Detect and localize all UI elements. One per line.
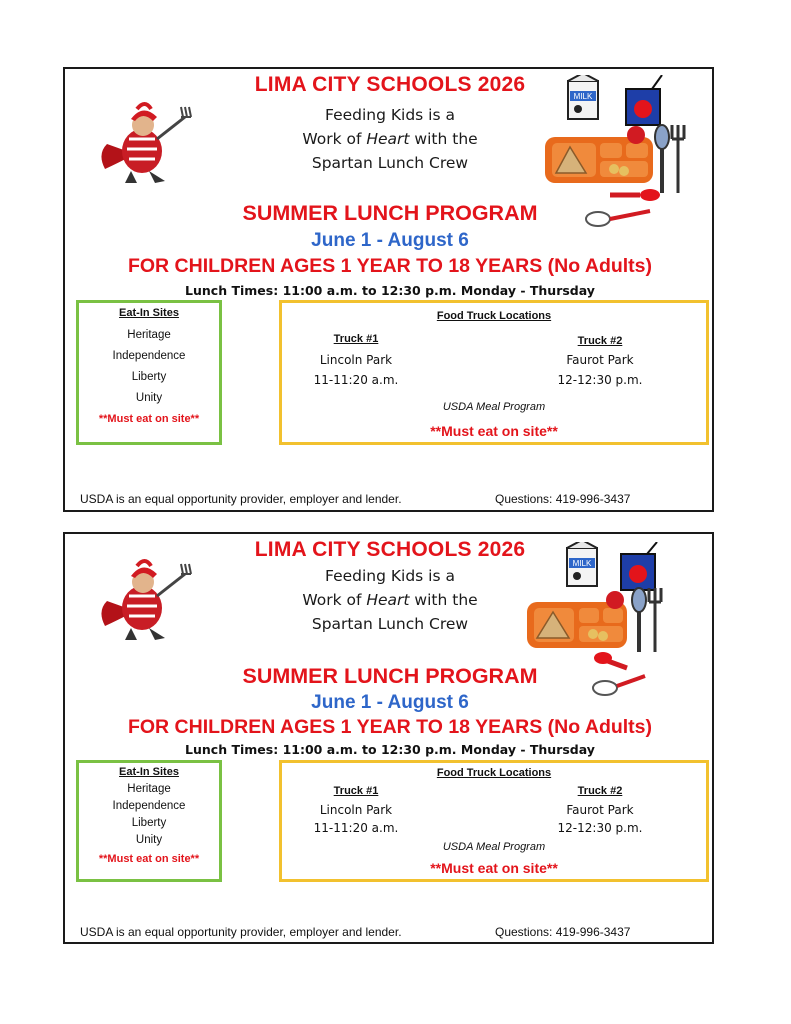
truck-1-time: 11-11:20 a.m.: [313, 373, 399, 387]
eat-in-note: **Must eat on site**: [98, 413, 200, 425]
truck-1-location: Lincoln Park: [319, 803, 393, 817]
tagline-line-1: Feeding Kids is a: [325, 567, 455, 585]
tagline-line-2: [245, 127, 535, 151]
tagline-line-2: [245, 588, 535, 612]
program-title: SUMMER LUNCH PROGRAM: [242, 201, 538, 225]
food-truck-heading: Food Truck Locations: [436, 310, 552, 322]
tagline-line-2-post: with the: [409, 591, 478, 609]
truck-1-name: Truck #1: [333, 333, 379, 345]
eat-in-sites-box: [76, 760, 222, 882]
tagline-line-2-pre: Work of: [302, 130, 367, 148]
tagline-line-3: Spartan Lunch Crew: [311, 615, 469, 633]
truck-1-name: Truck #1: [333, 785, 379, 797]
tagline-line-2-post: with the: [409, 130, 478, 148]
tagline-line-2-pre: Work of: [302, 591, 367, 609]
age-eligibility: FOR CHILDREN AGES 1 YEAR TO 18 YEARS (No Adults): [127, 255, 653, 277]
lunch-times: Lunch Times: 11:00 a.m. to 12:30 p.m. Monday - Thursday: [185, 283, 595, 298]
eat-in-heading: Eat-In Sites: [119, 766, 179, 778]
eat-in-site: Liberty: [131, 817, 167, 829]
food-truck-box: [279, 300, 709, 445]
food-truck-note: **Must eat on site**: [430, 423, 558, 439]
usda-meal-program: USDA Meal Program: [442, 401, 546, 413]
program-dates: June 1 - August 6: [311, 230, 469, 251]
tagline-line-1: Feeding Kids is a: [325, 106, 455, 124]
truck-2-time: 12-12:30 p.m.: [557, 821, 643, 835]
milk-carton-label: MILK: [572, 559, 592, 568]
truck-2-name: Truck #2: [577, 785, 623, 797]
eat-in-site: Unity: [135, 834, 163, 846]
eat-in-site: Independence: [112, 350, 186, 362]
questions-phone: Questions: 419-996-3437: [495, 925, 631, 939]
truck-1-location: Lincoln Park: [319, 353, 393, 367]
milk-carton-label: MILK: [573, 92, 593, 101]
truck-2-name: Truck #2: [577, 335, 623, 347]
tagline: [245, 103, 535, 175]
eat-in-site: Liberty: [131, 371, 167, 383]
questions-phone: Questions: 419-996-3437: [495, 492, 631, 506]
food-truck-heading: Food Truck Locations: [436, 767, 552, 779]
lunch-times: Lunch Times: 11:00 a.m. to 12:30 p.m. Monday - Thursday: [185, 742, 595, 757]
equal-opportunity-statement: USDA is an equal opportunity provider, employer and lender.: [80, 492, 402, 506]
truck-2-location: Faurot Park: [566, 353, 634, 367]
equal-opportunity-statement: USDA is an equal opportunity provider, employer and lender.: [80, 925, 402, 939]
spartan-mascot-icon: [87, 556, 197, 646]
program-title: SUMMER LUNCH PROGRAM: [242, 664, 538, 688]
flyer-bottom: [63, 532, 714, 944]
truck-2-time: 12-12:30 p.m.: [557, 373, 643, 387]
age-eligibility: FOR CHILDREN AGES 1 YEAR TO 18 YEARS (No Adults): [127, 716, 653, 738]
truck-1: [286, 785, 426, 835]
eat-in-note: **Must eat on site**: [98, 853, 200, 865]
program-dates: June 1 - August 6: [311, 692, 469, 713]
eat-in-site: Independence: [112, 800, 186, 812]
eat-in-heading: Eat-In Sites: [119, 307, 179, 319]
flyer-top: [63, 67, 714, 512]
tagline: [245, 564, 535, 636]
truck-2: [530, 335, 670, 387]
truck-1: [286, 333, 426, 387]
flyer-title: LIMA CITY SCHOOLS 2026: [254, 73, 526, 96]
eat-in-site: Unity: [135, 392, 163, 404]
spartan-mascot-icon: [87, 99, 197, 189]
food-truck-note: **Must eat on site**: [430, 860, 558, 876]
truck-2: [530, 785, 670, 835]
tagline-heart: Heart: [366, 130, 410, 148]
eat-in-site: Heritage: [127, 783, 171, 795]
flyer-title: LIMA CITY SCHOOLS 2026: [254, 538, 526, 561]
food-truck-box: [279, 760, 709, 882]
usda-meal-program: USDA Meal Program: [442, 841, 546, 853]
truck-2-location: Faurot Park: [566, 803, 634, 817]
eat-in-site: Heritage: [127, 329, 171, 341]
eat-in-sites-box: [76, 300, 222, 445]
tagline-heart: Heart: [366, 591, 410, 609]
truck-1-time: 11-11:20 a.m.: [313, 821, 399, 835]
tagline-line-3: Spartan Lunch Crew: [311, 154, 469, 172]
